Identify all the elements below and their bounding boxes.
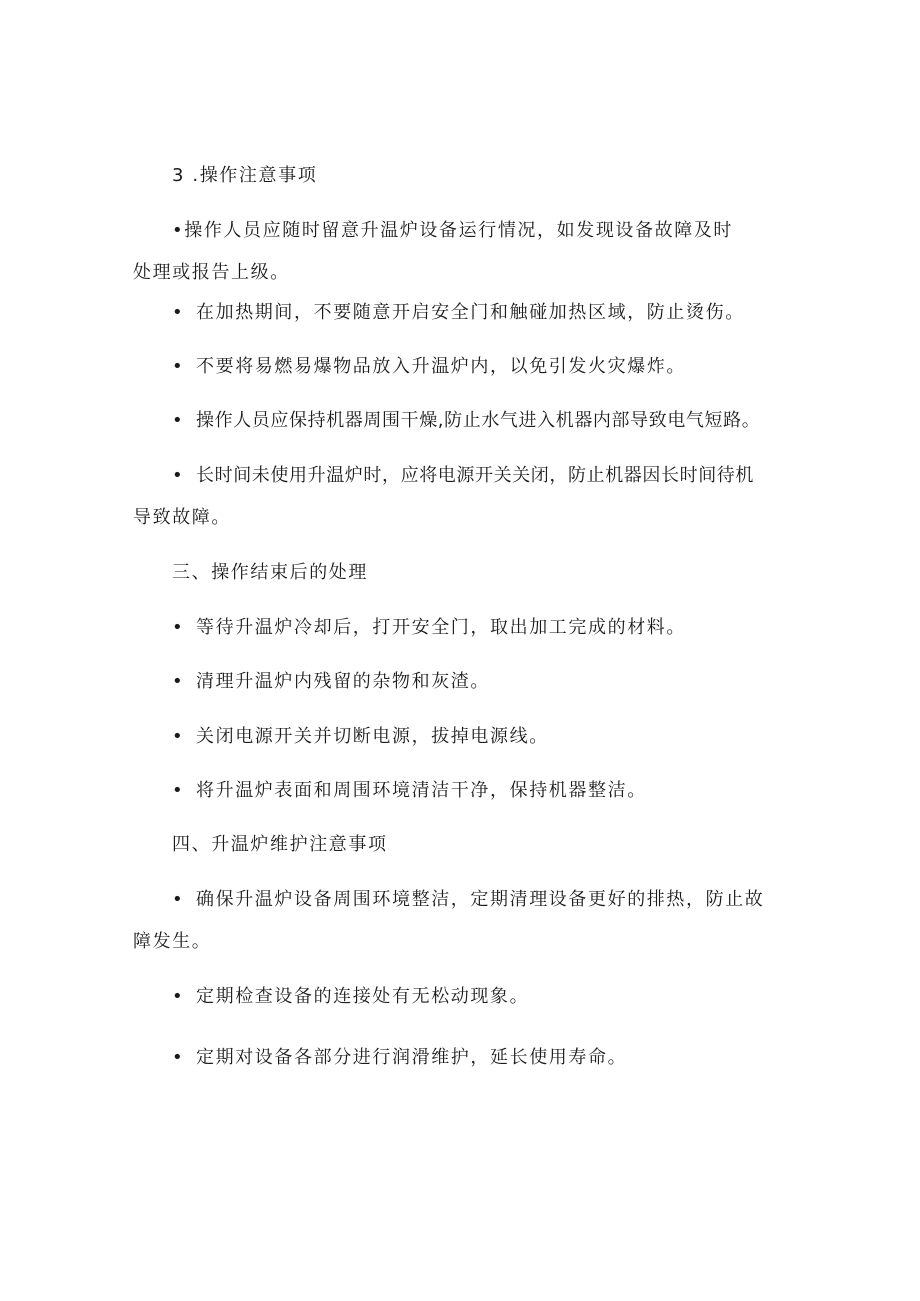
maint-item-lubrication (172, 1043, 627, 1073)
section-heading-after-operation: 三、操作结束后的处理 (172, 562, 368, 583)
after-item-text: 关闭电源开关并切断电源，拔掉电源线。 (196, 726, 549, 747)
after-item-text: 将升温炉表面和周围环境清洁干净，保持机器整洁。 (196, 780, 647, 801)
note-item-text: 在加热期间，不要随意开启安全门和触碰加热区域，防止烫伤。 (196, 302, 745, 323)
bullet-icon: • (172, 410, 184, 431)
note-item-text: 操作人员应保持机器周围干燥,防止水气进入机器内部导致电气短路。 (196, 410, 761, 431)
after-item-text: 清理升温炉内残留的杂物和灰渣。 (196, 671, 490, 692)
bullet-icon: • (172, 986, 185, 1007)
section-heading-maintenance: 四、升温炉维护注意事项 (172, 834, 388, 855)
bullet-icon: • (172, 302, 185, 323)
bullet-icon: • (172, 465, 184, 486)
after-item-cleanup (172, 667, 490, 697)
note-item-power-off (172, 461, 754, 491)
bullet-icon: • (172, 671, 185, 692)
maint-item-connections (172, 982, 529, 1012)
note-item-power-off-continued: 导致故障。 (133, 507, 231, 528)
bullet-icon: • (172, 356, 185, 377)
after-item-text: 等待升温炉冷却后，打开安全门，取出加工完成的材料。 (196, 617, 686, 638)
note-item-text: 不要将易燃易爆物品放入升温炉内，以免引发火灾爆炸。 (196, 356, 686, 377)
maint-item-text: 确保升温炉设备周围环境整洁，定期清理设备更好的排热，防止故 (196, 889, 765, 910)
bullet-icon: • (172, 617, 185, 638)
note-item-monitor-continued: 处理或报告上级。 (133, 262, 290, 283)
bullet-icon: • (172, 726, 185, 747)
maint-item-text: 定期检查设备的连接处有无松动现象。 (196, 986, 530, 1007)
bullet-icon: • (172, 889, 185, 910)
note-item-monitor: •操作人员应随时留意升温炉设备运行情况，如发现设备故障及时 (172, 220, 734, 241)
note-item-flammables (172, 352, 686, 382)
section-heading-operation-notes: 3 .操作注意事项 (172, 165, 318, 186)
bullet-icon: • (172, 780, 185, 801)
note-item-text: 长时间未使用升温炉时，应将电源开关关闭，防止机器因长时间待机 (196, 465, 754, 486)
maint-item-environment (172, 885, 764, 915)
maint-item-environment-continued: 障发生。 (133, 931, 212, 952)
after-item-power-cut (172, 722, 549, 752)
note-item-heating (172, 298, 745, 328)
note-item-dryness (172, 406, 760, 436)
bullet-icon: • (172, 1047, 185, 1068)
after-item-cooldown (172, 613, 686, 643)
after-item-surface-clean (172, 776, 647, 806)
maint-item-text: 定期对设备各部分进行润滑维护，延长使用寿命。 (196, 1047, 628, 1068)
